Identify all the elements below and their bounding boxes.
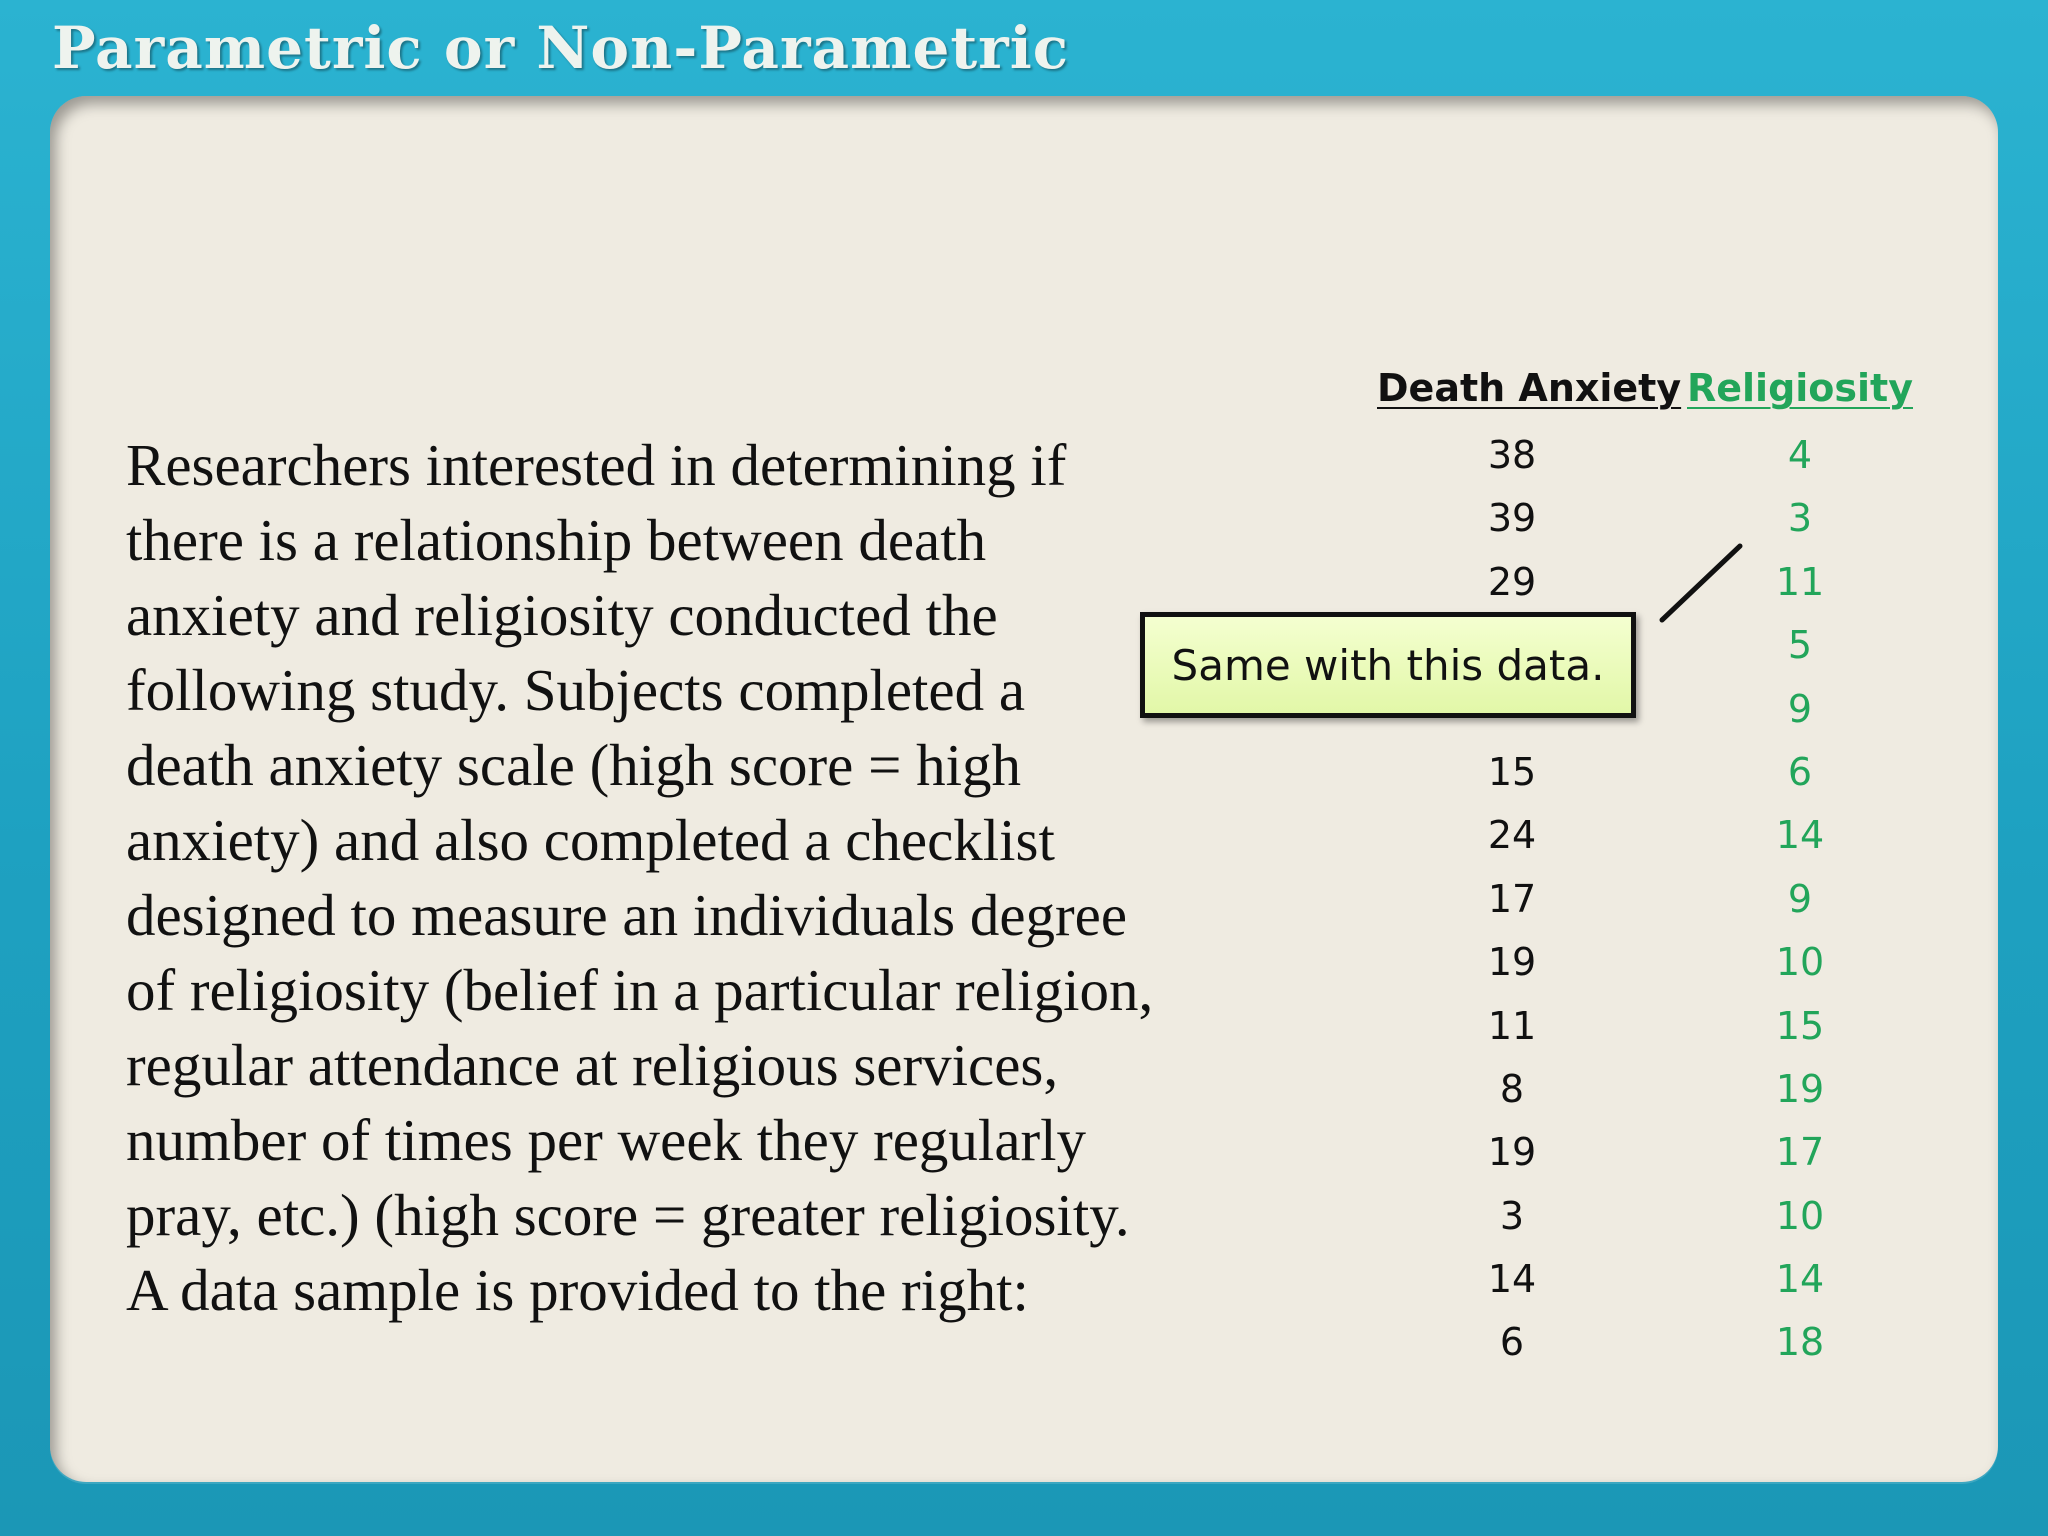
religiosity-cell: 4 bbox=[1787, 433, 1813, 477]
body-line: anxiety) and also completed a checklist bbox=[126, 807, 1055, 873]
body-line: following study. Subjects completed a bbox=[126, 657, 1026, 723]
religiosity-cell: 11 bbox=[1775, 559, 1825, 604]
religiosity-cell: 15 bbox=[1775, 1003, 1825, 1048]
death-anxiety-cell: 19 bbox=[1487, 1130, 1537, 1175]
religiosity-cell: 9 bbox=[1787, 686, 1813, 731]
body-line: regular attendance at religious services, bbox=[126, 1032, 1059, 1098]
body-text bbox=[126, 428, 1266, 1328]
callout-box bbox=[1140, 612, 1636, 718]
death-anxiety-cell: 11 bbox=[1487, 1003, 1537, 1048]
religiosity-cell: 9 bbox=[1787, 876, 1813, 921]
religiosity-header: Religiosity bbox=[1687, 366, 1913, 410]
death-anxiety-cell: 6 bbox=[1499, 1320, 1525, 1365]
death-anxiety-cell: 24 bbox=[1487, 813, 1537, 858]
body-line: Researchers interested in determining if bbox=[126, 432, 1067, 498]
slide-title: Parametric or Non-Parametric bbox=[52, 14, 1070, 82]
death-anxiety-cell: 8 bbox=[1499, 1066, 1525, 1111]
religiosity-cell: 18 bbox=[1775, 1320, 1825, 1365]
death-anxiety-cell: 14 bbox=[1487, 1257, 1537, 1302]
death-anxiety-cell: 15 bbox=[1487, 749, 1537, 794]
religiosity-cell: 14 bbox=[1775, 813, 1825, 858]
religiosity-cell: 17 bbox=[1775, 1130, 1825, 1175]
body-line: number of times per week they regularly bbox=[126, 1107, 1087, 1173]
death-anxiety-cell: 38 bbox=[1487, 433, 1537, 477]
body-line: pray, etc.) (high score = greater religiosity. bbox=[126, 1182, 1130, 1248]
body-line: A data sample is provided to the right: bbox=[126, 1257, 1029, 1323]
body-line: designed to measure an individuals degree bbox=[126, 882, 1128, 948]
callout-text: Same with this data. bbox=[1171, 640, 1605, 690]
body-line: death anxiety scale (high score = high bbox=[126, 732, 1022, 798]
death-anxiety-cell: 3 bbox=[1499, 1193, 1525, 1238]
death-anxiety-column bbox=[1432, 424, 1592, 1375]
death-anxiety-header: Death Anxiety bbox=[1377, 366, 1682, 410]
religiosity-column bbox=[1720, 424, 1880, 1375]
religiosity-cell: 14 bbox=[1775, 1257, 1825, 1302]
body-line: anxiety and religiosity conducted the bbox=[126, 582, 998, 648]
body-line: of religiosity (belief in a particular religion, bbox=[126, 957, 1154, 1023]
body-line: there is a relationship between death bbox=[126, 507, 987, 573]
religiosity-cell: 19 bbox=[1775, 1066, 1825, 1111]
religiosity-cell: 3 bbox=[1787, 496, 1813, 541]
religiosity-cell: 10 bbox=[1775, 940, 1825, 985]
religiosity-cell: 10 bbox=[1775, 1193, 1825, 1238]
death-anxiety-cell: 39 bbox=[1487, 496, 1537, 541]
death-anxiety-cell: 19 bbox=[1487, 940, 1537, 985]
religiosity-cell: 5 bbox=[1787, 623, 1813, 668]
death-anxiety-cell: 29 bbox=[1487, 559, 1537, 604]
religiosity-cell: 6 bbox=[1787, 749, 1813, 794]
death-anxiety-cell: 17 bbox=[1487, 876, 1537, 921]
